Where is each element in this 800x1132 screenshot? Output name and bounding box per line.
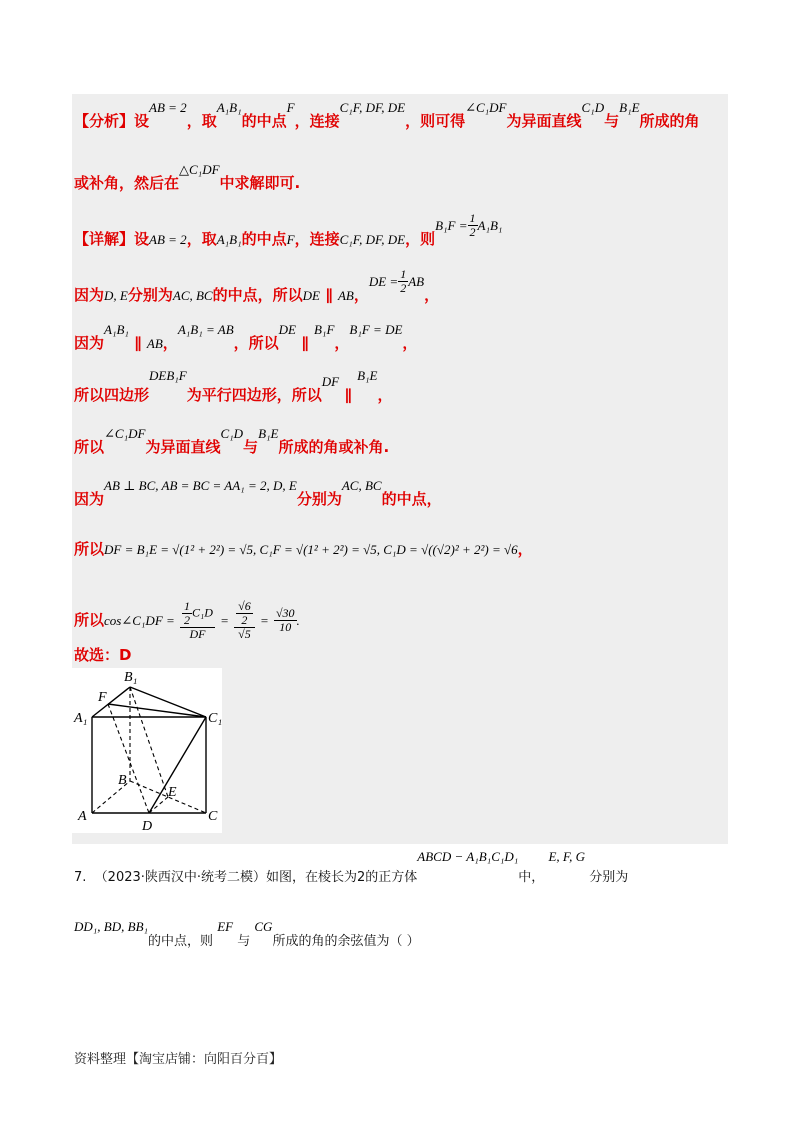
- math: C₁F, DF, DE: [339, 100, 406, 115]
- text: 的中点，则: [148, 934, 214, 949]
- math: A₁B₁: [477, 218, 503, 233]
- text: 与: [237, 934, 251, 949]
- prism-diagram: [72, 668, 222, 833]
- math: AB = 2: [149, 100, 187, 115]
- analysis-tag: 【分析】: [74, 112, 135, 130]
- text: 中，: [518, 870, 545, 885]
- text: 分别为: [589, 870, 629, 885]
- equals: =: [259, 613, 269, 628]
- denominator: 2: [241, 613, 248, 627]
- denominator: √5: [238, 627, 251, 641]
- answer-line: 故选：D: [74, 646, 132, 664]
- detail-line-8: [74, 600, 300, 641]
- text: ，: [334, 334, 350, 352]
- math: cos∠C₁DF =: [104, 613, 175, 628]
- text: （2023·陕西汉中·统考二模）如图，在棱长为2的正方体: [94, 870, 418, 885]
- prism-figure: [72, 668, 222, 833]
- text: 所以: [74, 611, 105, 629]
- parallel-symbol: ∥: [134, 334, 142, 352]
- math: DF = B₁E = √(1² + 2²) = √5, C₁F = √(1² + 2²) = √5, C₁D = √((√2)² + 2²) = √6: [104, 542, 518, 557]
- text: ，取: [186, 230, 217, 248]
- math: C₁D: [192, 605, 213, 620]
- fraction-sqrt: [234, 600, 255, 641]
- denominator: 10: [279, 620, 292, 634]
- label-C1: C₁: [208, 711, 222, 726]
- detail-line-1: [74, 211, 503, 253]
- math: B₁F: [313, 322, 335, 337]
- text: 的中点，所以: [212, 286, 303, 304]
- label-A1: A₁: [74, 711, 88, 726]
- detail-line-3: [74, 322, 418, 353]
- text: ，: [353, 286, 369, 304]
- fraction-result: [274, 607, 297, 634]
- math: ∠C₁DF: [465, 100, 507, 115]
- math: AB: [408, 274, 425, 289]
- math: ABCD − A₁B₁C₁D₁: [417, 849, 519, 864]
- parallel-symbol: ∥: [325, 286, 333, 304]
- analysis-line-1: [74, 100, 700, 131]
- math: B₁E: [619, 100, 640, 115]
- math: EF: [217, 919, 234, 934]
- math: C₁F, DF, DE: [339, 232, 406, 247]
- parallel-symbol: ∥: [344, 386, 352, 404]
- numerator: √6: [238, 599, 251, 613]
- math: ∠C₁DF: [104, 426, 146, 441]
- segment-DE: [149, 797, 168, 813]
- label-D: D: [142, 819, 153, 833]
- text: ，则可得: [405, 112, 466, 130]
- half: [182, 600, 192, 627]
- fraction: [398, 268, 408, 295]
- text: ，: [402, 334, 418, 352]
- math: DE: [278, 322, 297, 337]
- denominator: DF: [189, 627, 206, 641]
- math: DE: [302, 288, 320, 303]
- segment-C1D: [149, 717, 206, 813]
- math: F: [286, 232, 295, 247]
- math: DD₁, BD, BB₁: [74, 919, 149, 934]
- text: 为平行四边形，所以: [186, 386, 322, 404]
- label-F: F: [98, 690, 107, 705]
- segment-B1E: [130, 687, 168, 797]
- label-A: A: [78, 809, 87, 824]
- math: AB: [337, 288, 354, 303]
- numerator: 1: [469, 211, 476, 225]
- numerator: [180, 600, 215, 628]
- denominator: 2: [469, 225, 476, 239]
- text: .: [296, 613, 300, 628]
- math: D, E: [104, 288, 128, 303]
- math: A₁B₁: [216, 232, 242, 247]
- text: 的中点: [241, 112, 287, 130]
- text: ，连接: [294, 230, 340, 248]
- label-B: B: [118, 773, 127, 788]
- detail-line-7: [74, 538, 533, 559]
- text: 因为: [74, 334, 105, 352]
- text: 设: [134, 112, 150, 130]
- analysis-line-2: [74, 162, 301, 193]
- label-C: C: [208, 809, 218, 824]
- text: 所以: [74, 438, 105, 456]
- numerator: 1: [400, 267, 407, 281]
- text: 或补角，然后在: [74, 174, 180, 192]
- text: ，取: [186, 112, 217, 130]
- math: A₁B₁: [104, 322, 129, 337]
- text: 为异面直线: [506, 112, 582, 130]
- math: AC, BC: [341, 478, 382, 493]
- question-number: 7.: [74, 870, 87, 885]
- text: ，: [424, 286, 440, 304]
- text: 所成的角的余弦值为（ ）: [272, 934, 420, 949]
- math: A₁B₁ = AB: [177, 322, 234, 337]
- math: AB = 2: [149, 232, 187, 247]
- math: A₁B₁: [216, 100, 242, 115]
- detail-line-4: [74, 368, 393, 405]
- footer-credit: 资料整理【淘宝店铺：向阳百分百】: [74, 1052, 283, 1067]
- detail-tag: 【详解】: [74, 230, 135, 248]
- text: 的中点，: [381, 490, 442, 508]
- denominator: 2: [400, 281, 407, 295]
- math: DE =: [368, 274, 399, 289]
- question-line-2: [74, 919, 420, 949]
- label-E: E: [168, 785, 177, 800]
- fraction: [468, 212, 478, 239]
- math: △C₁DF: [179, 162, 220, 177]
- segment-FD: [108, 704, 149, 813]
- math: B₁E: [258, 426, 279, 441]
- math: AB ⊥ BC, AB = BC = AA₁ = 2, D, E: [104, 478, 297, 493]
- text: 与: [604, 112, 620, 130]
- equals: =: [220, 613, 229, 628]
- text: ，: [162, 334, 178, 352]
- math: B₁F =: [435, 218, 468, 233]
- text: 与: [243, 438, 259, 456]
- detail-line-6: [74, 478, 442, 509]
- math: AB: [146, 336, 163, 351]
- math: E, F, G: [548, 849, 586, 864]
- math: AC, BC: [172, 288, 213, 303]
- text: ，: [377, 386, 393, 404]
- question-line-1: [74, 849, 629, 885]
- text: 中求解即可.: [219, 174, 301, 192]
- text: 因为: [74, 286, 105, 304]
- text: ，: [517, 540, 533, 558]
- text: ，连接: [294, 112, 340, 130]
- text: 的中点: [241, 230, 287, 248]
- math: CG: [254, 919, 273, 934]
- text: 所以: [74, 540, 105, 558]
- fraction-cos: [180, 600, 215, 641]
- text: ，所以: [233, 334, 279, 352]
- detail-line-2: [74, 267, 440, 309]
- denominator: 2: [184, 613, 191, 627]
- inner-frac: [236, 600, 253, 627]
- math: C₁D: [581, 100, 605, 115]
- text: 所成的角或补角.: [278, 438, 390, 456]
- text: 因为: [74, 490, 105, 508]
- text: 分别为: [296, 490, 342, 508]
- text: ，则: [405, 230, 436, 248]
- numerator: [234, 600, 255, 628]
- math: DF: [321, 374, 340, 389]
- text: 设: [134, 230, 150, 248]
- math: F: [286, 100, 295, 115]
- math: B₁E: [357, 368, 378, 383]
- numerator: √30: [275, 606, 295, 620]
- label-B1: B₁: [124, 670, 138, 685]
- text: 所成的角: [639, 112, 700, 130]
- math: C₁D: [220, 426, 244, 441]
- text: 为异面直线: [145, 438, 221, 456]
- numerator: 1: [184, 599, 191, 613]
- math: DEB₁F: [149, 368, 187, 383]
- math: B₁F = DE: [349, 322, 403, 337]
- text: 所以四边形: [74, 386, 150, 404]
- parallel-symbol: ∥: [301, 334, 309, 352]
- text: 分别为: [127, 286, 173, 304]
- detail-line-5: [74, 426, 390, 457]
